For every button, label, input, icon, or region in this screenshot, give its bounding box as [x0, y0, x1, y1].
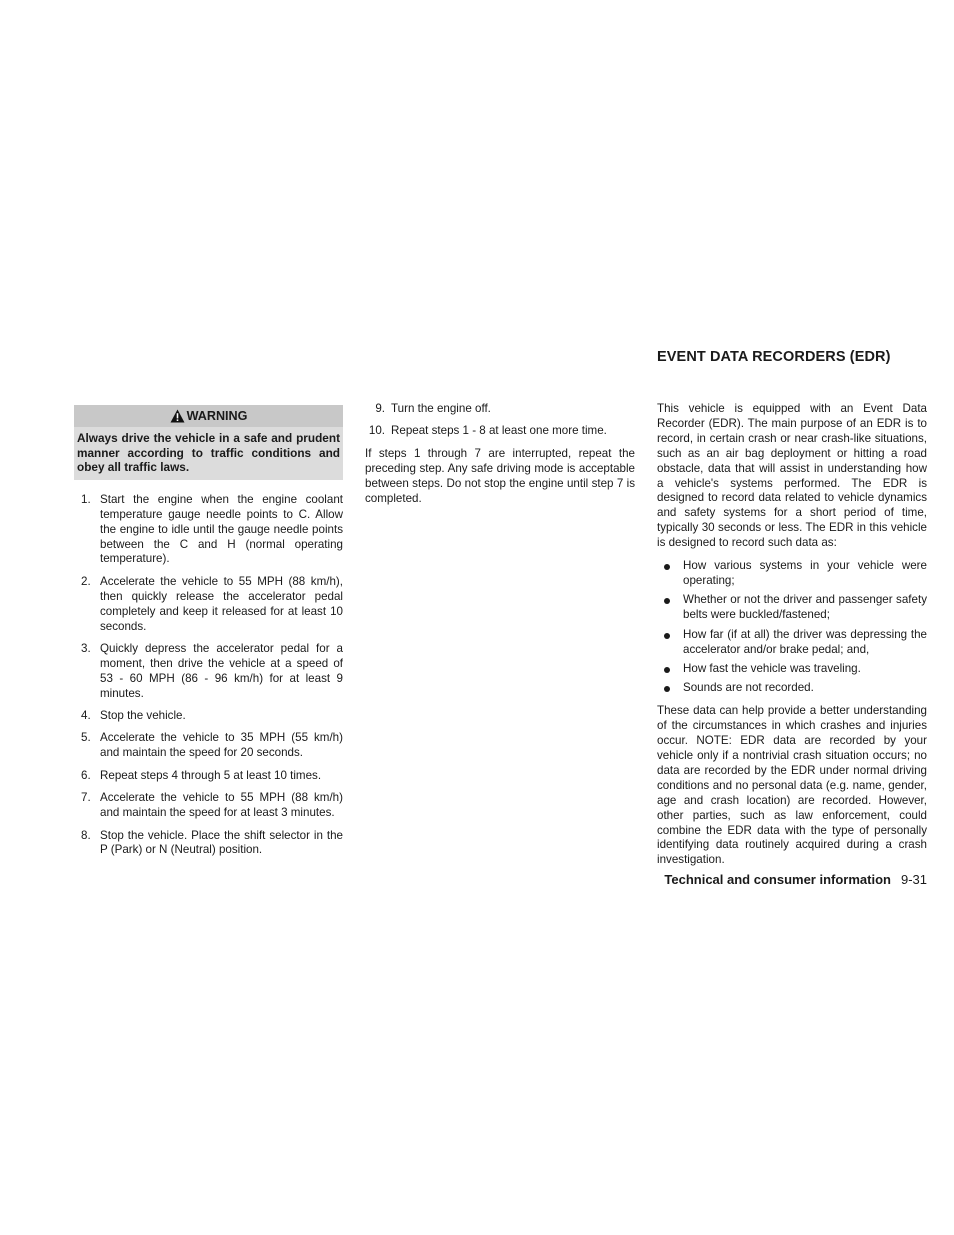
warning-heading-label: WARNING: [186, 408, 248, 423]
step-item: [74, 731, 343, 761]
edr-bullet-list: [657, 559, 927, 696]
bullet-text: Whether or not the driver and passenger safety belts were buckled/fastened;: [683, 593, 927, 622]
step-item: [74, 493, 343, 568]
step-number: 6.: [81, 768, 91, 782]
step-text: Turn the engine off.: [391, 402, 491, 415]
step-item: [365, 424, 635, 439]
step-number: 4.: [81, 709, 91, 723]
bullet-item: [657, 662, 927, 677]
step-number: 7.: [81, 791, 91, 805]
bullet-text: Sounds are not recorded.: [683, 681, 814, 695]
bullet-text: How various systems in your vehicle were operating;: [683, 559, 927, 587]
section-title: EVENT DATA RECORDERS (EDR): [657, 349, 891, 365]
column-right: [657, 402, 927, 876]
bullet-icon: [664, 598, 670, 604]
page-footer: [620, 872, 927, 887]
step-text: Accelerate the vehicle to 35 MPH (55 km/h) and maintain the speed for 20 seconds.: [100, 731, 343, 760]
bullet-icon: [664, 633, 670, 639]
step-number: 3.: [81, 641, 91, 655]
edr-intro: This vehicle is equipped with an Event Data Recorder (EDR). The main purpose of an EDR is to record, in certain crash or near crash-like situations, such as an air bag deployment or hitting a road obstacle, data that will assist in understanding how a vehicle's systems performed. The EDR is designed to record data related to vehicle dynamics and safety systems for a short period of time, typically 30 seconds or less. The EDR in this vehicle is designed to record such data as:: [657, 402, 927, 550]
step-text: Quickly depress the accelerator pedal for a moment, then drive the vehicle at a speed of 53 - 60 MPH (86 - 96 km/h) for at least 9 minutes.: [100, 641, 343, 700]
bullet-item: [657, 559, 927, 589]
step-item: [74, 709, 343, 724]
warning-triangle-icon: [170, 409, 185, 423]
step-text: Repeat steps 1 - 8 at least one more time.: [391, 424, 607, 438]
step-number: 9.: [375, 402, 385, 415]
step-number: 1.: [81, 492, 91, 506]
step-text: Accelerate the vehicle to 55 MPH (88 km/h), then quickly release the accelerator pedal completely and keep it released for at least 10 seconds.: [100, 574, 343, 633]
footer-title: Technical and consumer information: [664, 872, 891, 887]
warning-heading: [74, 405, 343, 427]
steps-list-continued: [365, 402, 635, 439]
page-number: 9-31: [900, 872, 927, 887]
bullet-icon: [664, 564, 670, 570]
step-item: [74, 575, 343, 635]
interrupted-note: If steps 1 through 7 are interrupted, repeat the preceding step. Any safe driving mode is acceptable between steps. Do not stop the engine until step 7 is completed.: [365, 446, 635, 505]
step-item: [74, 642, 343, 702]
bullet-icon: [664, 667, 670, 673]
step-item: [74, 791, 343, 821]
step-item: [74, 769, 343, 784]
step-number: 2.: [81, 574, 91, 588]
bullet-item: [657, 628, 927, 658]
column-left: [74, 405, 343, 866]
warning-box: [74, 405, 343, 480]
steps-list: [74, 493, 343, 859]
bullet-text: How fast the vehicle was traveling.: [683, 662, 861, 675]
step-text: Start the engine when the engine coolant temperature gauge needle points to C. Allow the engine to idle until the gauge needle points between the C and H (normal operating temperature).: [100, 492, 343, 566]
step-number: 5.: [81, 731, 91, 745]
column-middle: [365, 402, 635, 514]
bullet-item: [657, 681, 927, 696]
step-text: Stop the vehicle.: [100, 709, 186, 723]
step-text: Stop the vehicle. Place the shift selector in the P (Park) or N (Neutral) position.: [100, 828, 343, 857]
step-item: [365, 402, 635, 417]
bullet-text: How far (if at all) the driver was depressing the accelerator and/or brake pedal; and,: [683, 627, 927, 656]
bullet-item: [657, 593, 927, 623]
step-text: Repeat steps 4 through 5 at least 10 times.: [100, 768, 322, 782]
step-number: 8.: [81, 828, 91, 842]
step-item: [74, 829, 343, 859]
warning-text: Always drive the vehicle in a safe and prudent manner according to traffic conditions and obey all traffic laws.: [77, 431, 340, 475]
step-number: 10.: [368, 424, 385, 438]
bullet-icon: [664, 686, 670, 692]
step-text: Accelerate the vehicle to 55 MPH (88 km/h) and maintain the speed for at least 3 minutes.: [100, 791, 343, 820]
edr-outro: These data can help provide a better understanding of the circumstances in which crashes and injuries occur. NOTE: EDR data are recorded by your vehicle only if a nontrivial crash situation occurs; no data are recorded by the EDR under normal driving conditions and no personal data (e.g. name, gender, age and crash location) are recorded. However, other parties, such as law enforcement, could combine the EDR data with the type of personally identifying data routinely acquired during a crash investigation.: [657, 704, 927, 867]
